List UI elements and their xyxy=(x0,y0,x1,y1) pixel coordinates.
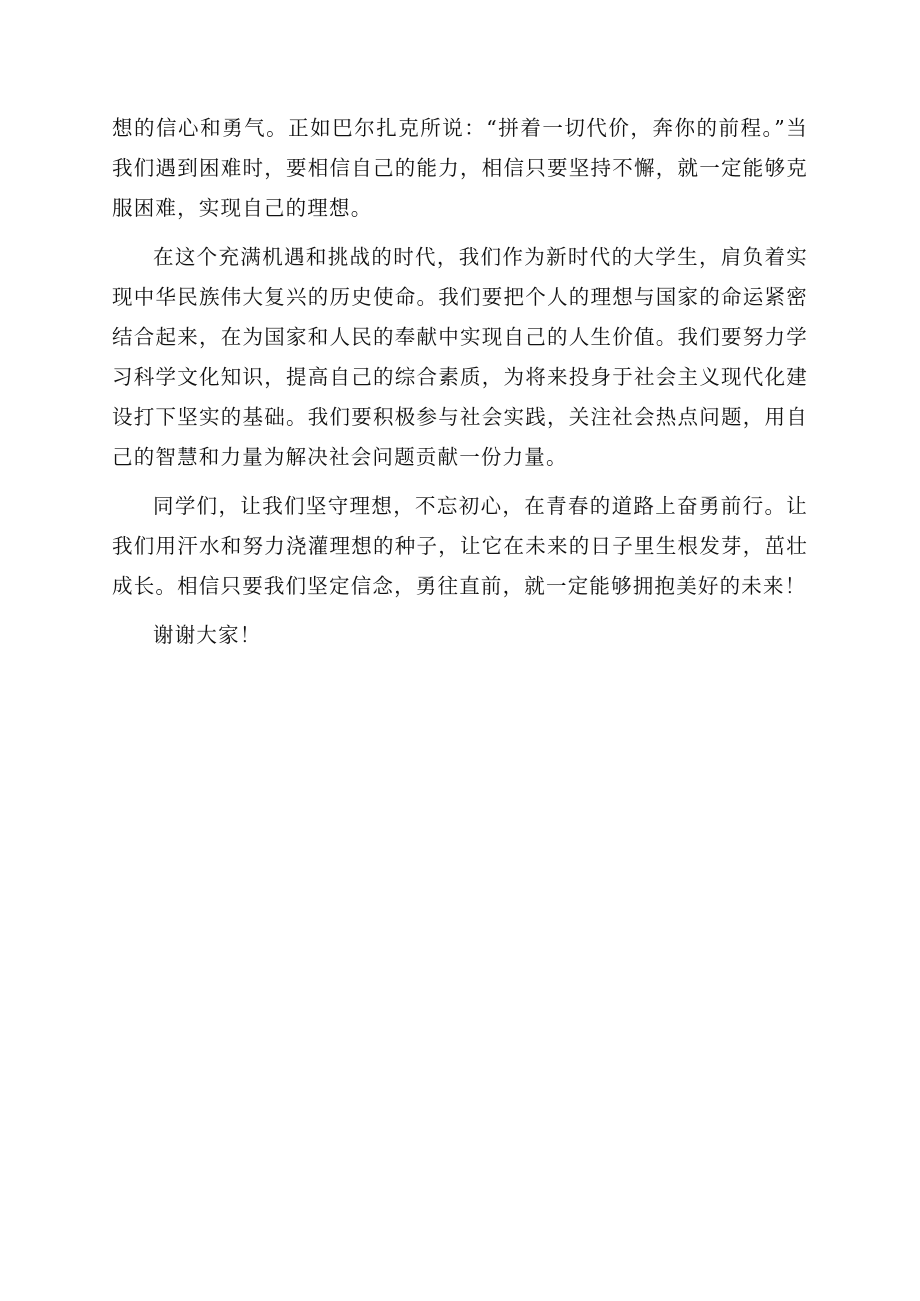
paragraph-call-to-action: 同学们，让我们坚守理想，不忘初心，在青春的道路上奋勇前行。让我们用汗水和努力浇灌理想的种子，让它在未来的日子里生根发芽，茁壮成长。相信只要我们坚定信念，勇往直前，就一定能够拥抱美好的未来！ xyxy=(112,494,808,598)
document-body xyxy=(112,108,808,664)
paragraph-mission: 在这个充满机遇和挑战的时代，我们作为新时代的大学生，肩负着实现中华民族伟大复兴的历史使命。我们要把个人的理想与国家的命运紧密结合起来，在为国家和人民的奉献中实现自己的人生价值。我们要努力学习科学文化知识，提高自己的综合素质，为将来投身于社会主义现代化建设打下坚实的基础。我们要积极参与社会实践，关注社会热点问题，用自己的智慧和力量为解决社会问题贡献一份力量。 xyxy=(112,245,808,469)
paragraph-closing: 谢谢大家！ xyxy=(153,623,262,647)
paragraph-continuation: 想的信心和勇气。正如巴尔扎克所说：“拼着一切代价，奔你的前程。”当我们遇到困难时，要相信自己的能力，相信只要坚持不懈，就一定能够克服困难，实现自己的理想。 xyxy=(112,116,808,220)
